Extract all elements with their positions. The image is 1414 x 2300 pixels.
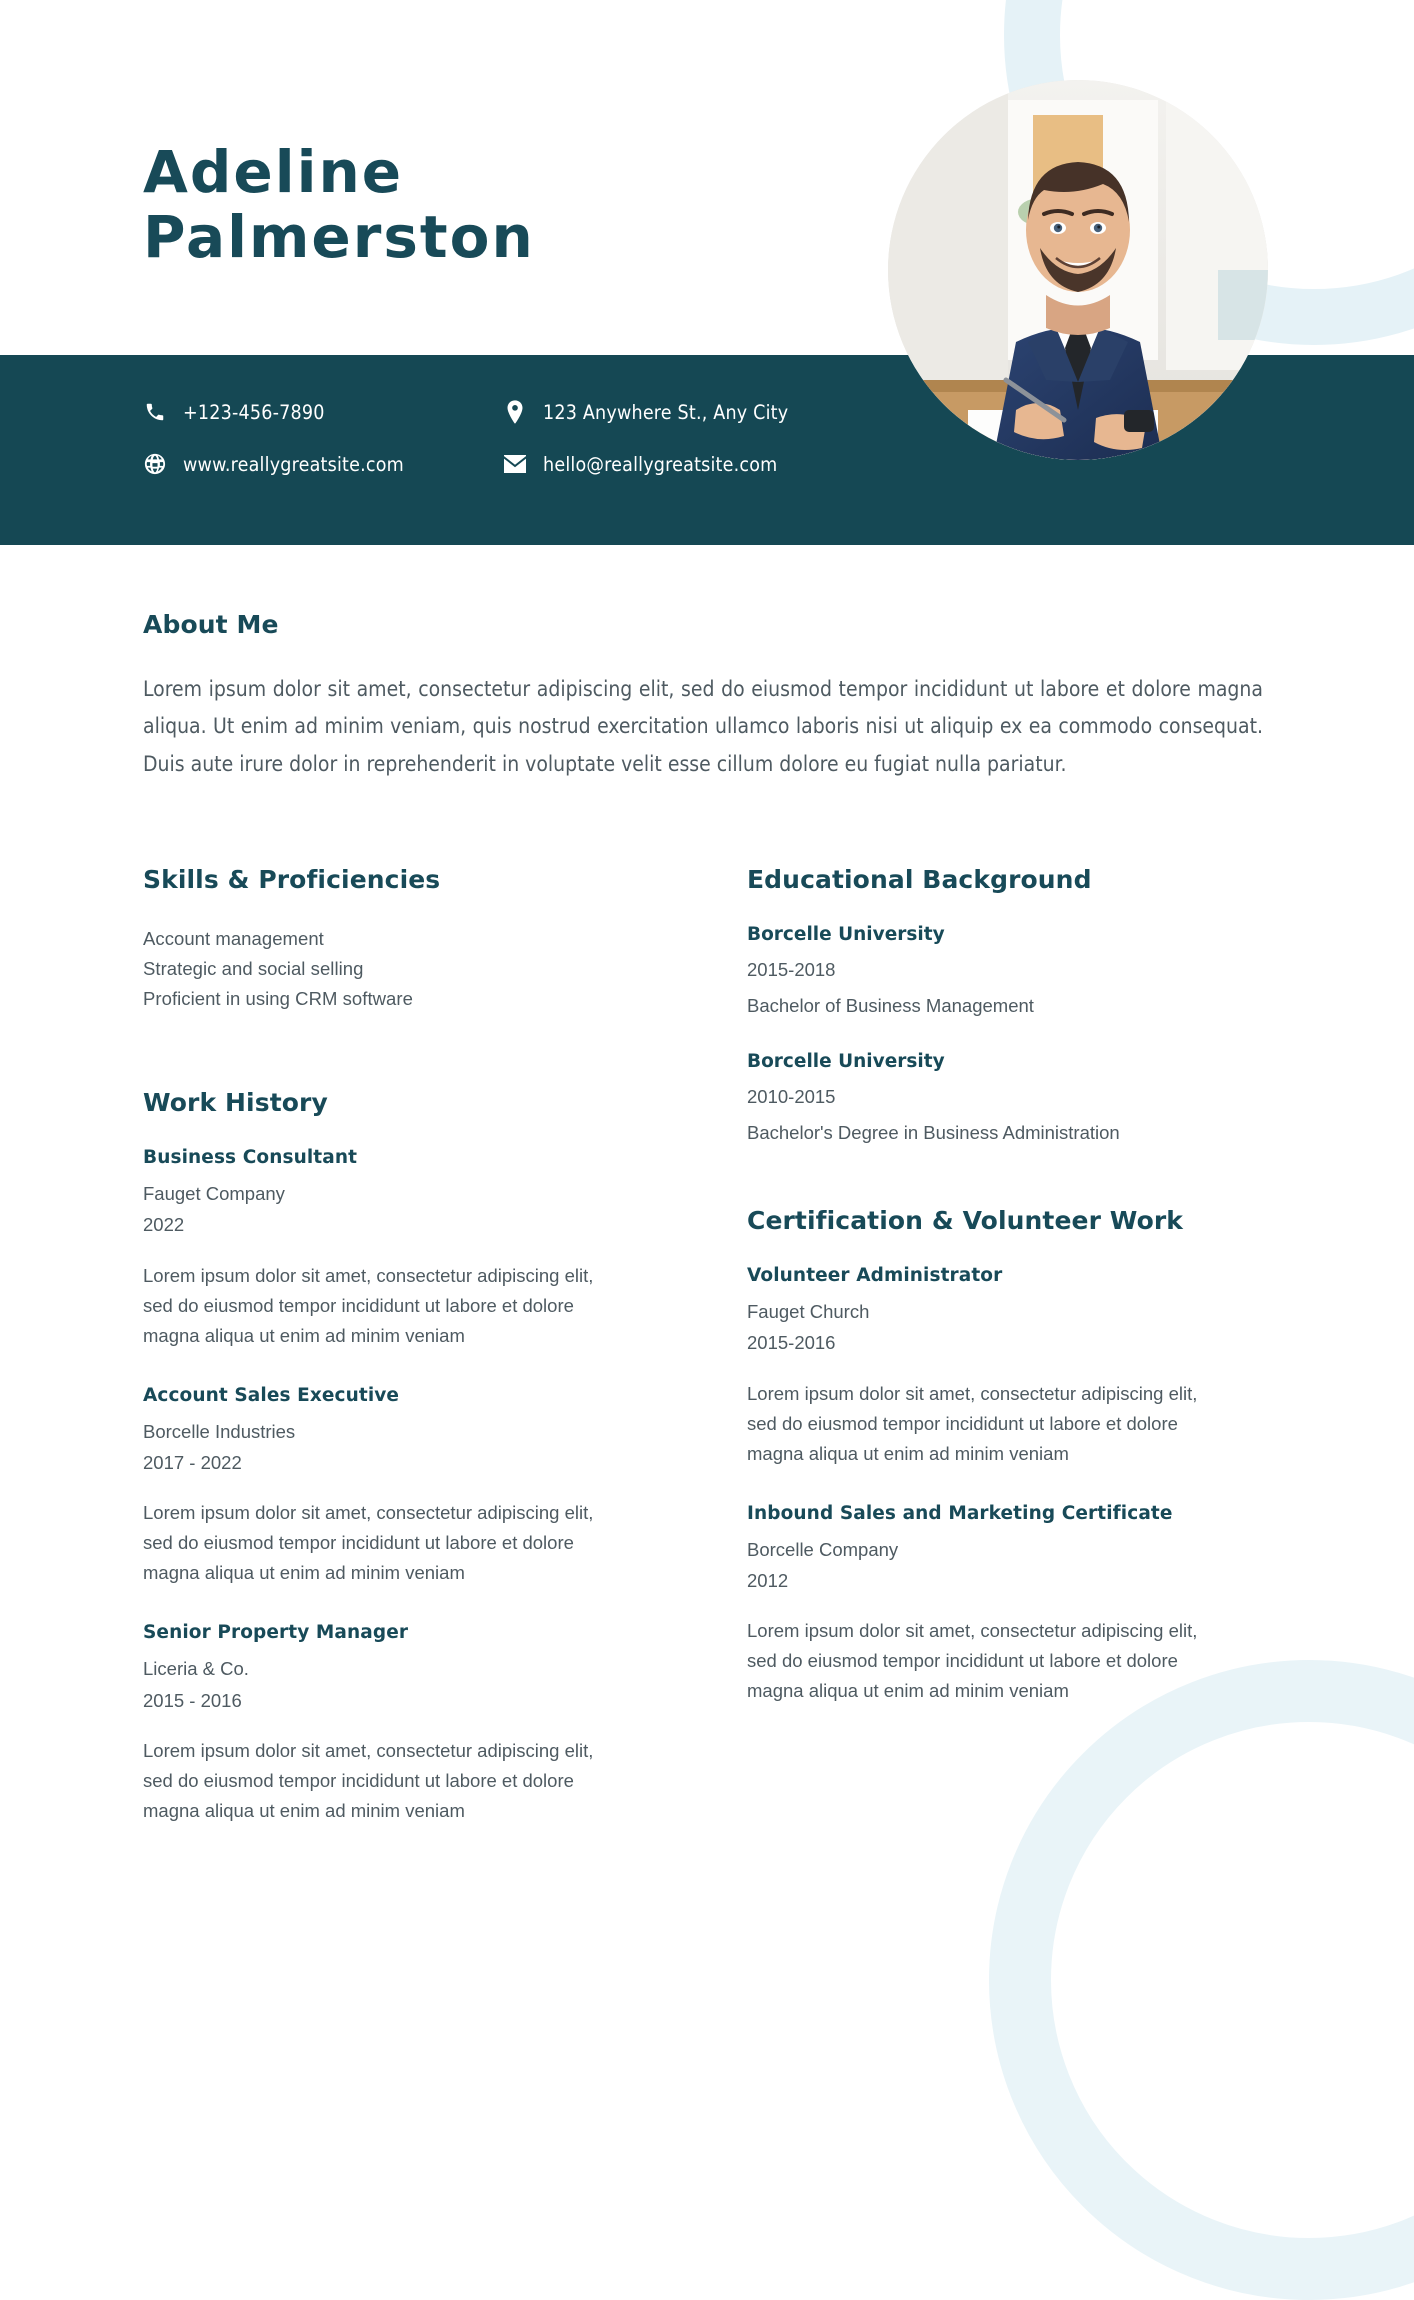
work-history-section (143, 1088, 603, 1826)
work-history-section-title: Work History (143, 1087, 328, 1117)
contact-address[interactable] (503, 400, 823, 424)
portrait-photo-icon (888, 80, 1268, 460)
contact-phone-text: +123-456-7890 (183, 400, 325, 424)
contact-email[interactable] (503, 452, 823, 476)
work-entry-role: Account Sales Executive (143, 1384, 400, 1406)
contact-grid (143, 400, 823, 476)
globe-icon (143, 452, 167, 476)
list-item: Strategic and social selling (143, 957, 364, 979)
about-section (143, 610, 1263, 783)
work-entry (143, 1147, 603, 1351)
certification-section (747, 1206, 1207, 1706)
certification-entry (747, 1265, 1207, 1469)
contact-address-text: 123 Anywhere St., Any City (543, 400, 789, 424)
certification-entry-years: 2015-2016 (747, 1332, 836, 1354)
list-item: Proficient in using CRM software (143, 987, 413, 1009)
work-entry-role: Senior Property Manager (143, 1622, 409, 1644)
spacer (747, 1144, 1207, 1206)
education-entry (747, 924, 1207, 1017)
work-entry-description: Lorem ipsum dolor sit amet, consectetur adipiscing elit, sed do eiusmod tempor incididunt ut labore et dolore magna aliqua ut enim ad minim veniam (143, 1264, 594, 1346)
work-entry-company: Fauget Company (143, 1182, 285, 1204)
right-column (747, 865, 1207, 1706)
resume-header (0, 0, 1414, 355)
certification-entry (747, 1503, 1207, 1707)
education-entry-school: Borcelle University (747, 924, 945, 945)
certification-entry-company: Fauget Church (747, 1301, 870, 1322)
education-section (747, 865, 1207, 1144)
spacer (143, 1014, 603, 1088)
certification-section-title: Certification & Volunteer Work (747, 1206, 1184, 1235)
certification-entry-description: Lorem ipsum dolor sit amet, consectetur adipiscing elit, sed do eiusmod tempor incididunt ut labore et dolore magna aliqua ut enim ad minim veniam (747, 1382, 1198, 1464)
name-last: Palmerston (143, 202, 535, 271)
work-entry-years: 2017 - 2022 (143, 1451, 242, 1473)
envelope-icon (503, 452, 527, 476)
work-entry-company: Liceria & Co. (143, 1658, 249, 1680)
education-entry-years: 2010-2015 (747, 1086, 836, 1107)
left-column (143, 865, 603, 1826)
skills-section (143, 865, 603, 1014)
work-entry-years: 2022 (143, 1214, 185, 1236)
certification-entry-description: Lorem ipsum dolor sit amet, consectetur adipiscing elit, sed do eiusmod tempor incididunt ut labore et dolore magna aliqua ut enim ad minim veniam (747, 1620, 1198, 1702)
skills-section-title: Skills & Proficiencies (143, 865, 441, 894)
contact-website[interactable] (143, 452, 503, 476)
education-entry-degree: Bachelor of Business Management (747, 995, 1034, 1016)
work-entry-role: Business Consultant (143, 1146, 358, 1168)
work-entry-description: Lorem ipsum dolor sit amet, consectetur adipiscing elit, sed do eiusmod tempor incididunt ut labore et dolore magna aliqua ut enim ad minim veniam (143, 1739, 594, 1821)
certification-entry-role: Volunteer Administrator (747, 1265, 1003, 1286)
name-first: Adeline (143, 138, 404, 206)
work-entry-years: 2015 - 2016 (143, 1689, 242, 1711)
contact-email-text: hello@reallygreatsite.com (543, 452, 778, 476)
location-pin-icon (503, 400, 527, 424)
education-section-title: Educational Background (747, 865, 1092, 894)
work-entry-company: Borcelle Industries (143, 1420, 296, 1442)
certification-entry-years: 2012 (747, 1570, 789, 1592)
education-entry-degree: Bachelor's Degree in Business Administration (747, 1122, 1120, 1143)
skills-list (143, 924, 603, 1014)
phone-icon (143, 400, 167, 424)
work-entry (143, 1622, 603, 1826)
contact-phone[interactable] (143, 400, 503, 424)
about-section-title: About Me (143, 610, 279, 639)
work-entry (143, 1385, 603, 1589)
certification-entry-role: Inbound Sales and Marketing Certificate (747, 1502, 1173, 1524)
education-entry-school: Borcelle University (747, 1051, 945, 1072)
list-item: Account management (143, 928, 324, 949)
page-title (143, 140, 535, 270)
education-entry-years: 2015-2018 (747, 959, 836, 980)
about-section-text: Lorem ipsum dolor sit amet, consectetur adipiscing elit, sed do eiusmod tempor incididunt ut labore et dolore magna aliqua. Ut enim ad minim veniam, quis nostrud exercitation ullamco laboris nisi ut aliquip ex ea commodo consequat. Duis aute irure dolor in reprehenderit in voluptate velit esse cillum dolore eu fugiat nulla pariatur. (143, 677, 1263, 776)
certification-entry-company: Borcelle Company (747, 1538, 899, 1560)
contact-website-text: www.reallygreatsite.com (183, 452, 404, 476)
education-entry (747, 1051, 1207, 1144)
work-entry-description: Lorem ipsum dolor sit amet, consectetur adipiscing elit, sed do eiusmod tempor incididunt ut labore et dolore magna aliqua ut enim ad minim veniam (143, 1502, 594, 1584)
decorative-arc-bottom-right (989, 1660, 1414, 2300)
avatar (888, 80, 1268, 460)
